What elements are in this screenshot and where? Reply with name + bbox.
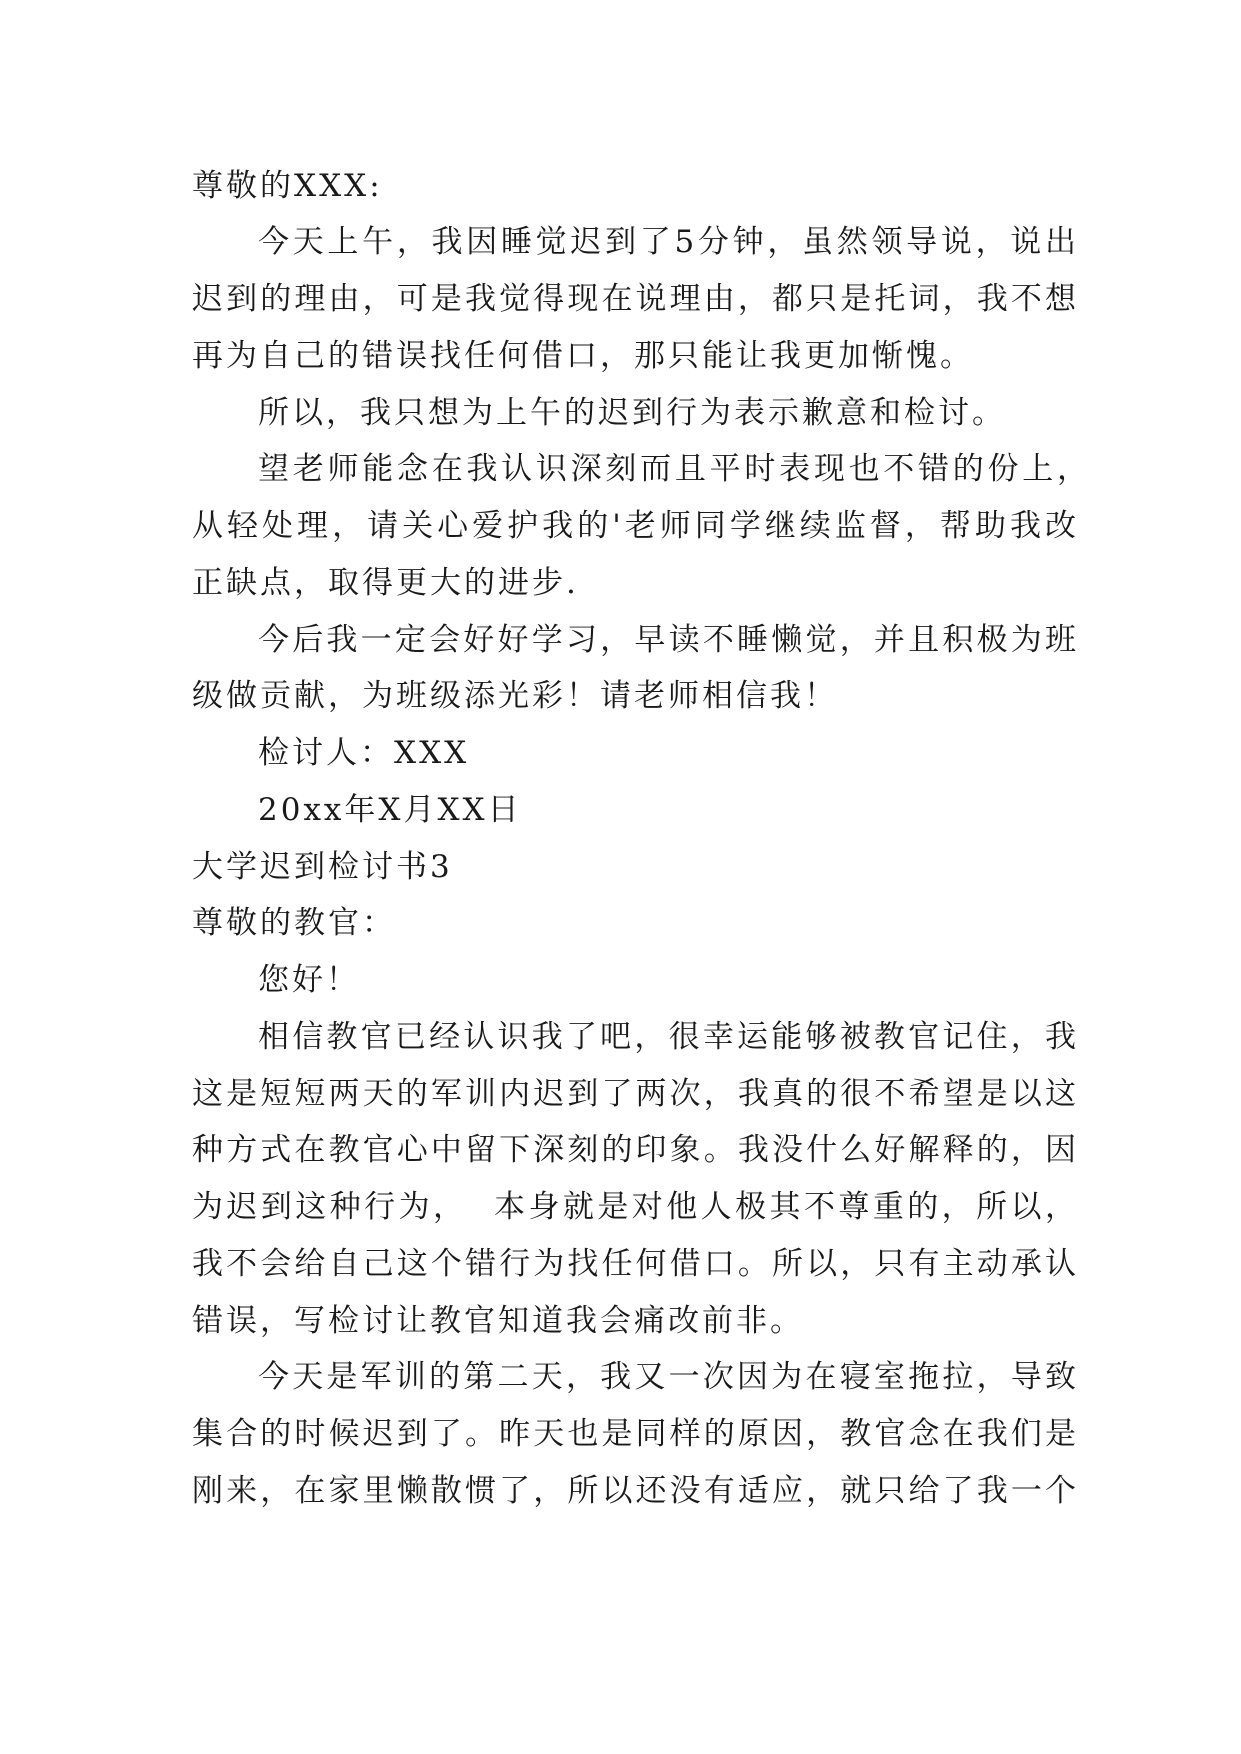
paragraph-line: 正缺点，取得更大的进步.: [192, 565, 579, 601]
paragraph-line: 从轻处理，请关心爱护我的'老师同学继续监督，帮助我改: [192, 508, 1076, 544]
salutation-line: 尊敬的XXX:: [192, 168, 383, 204]
paragraph-line: 种方式在教官心中留下深刻的印象。我没什么好解释的，因: [192, 1132, 1076, 1168]
date-line: 20xx年X月XX日: [258, 792, 522, 828]
salutation-line: 尊敬的教官：: [192, 905, 396, 941]
paragraph-line: 所以，我只想为上午的迟到行为表示歉意和检讨。: [258, 395, 1006, 431]
paragraph-line: 刚来，在家里懒散惯了，所以还没有适应，就只给了我一个: [192, 1473, 1076, 1509]
paragraph-line: 为迟到这种行为， 本身就是对他人极其不尊重的，所以，: [192, 1189, 1076, 1225]
paragraph-line: 集合的时候迟到了。昨天也是同样的原因，教官念在我们是: [192, 1416, 1076, 1452]
paragraph-line: 错误，写检讨让教官知道我会痛改前非。: [192, 1303, 804, 1339]
greeting-line: 您好！: [258, 962, 360, 998]
paragraph-line: 我不会给自己这个错行为找任何借口。所以，只有主动承认: [192, 1246, 1076, 1282]
section-title: 大学迟到检讨书3: [192, 849, 453, 885]
paragraph-line: 级做贡献，为班级添光彩！请老师相信我！: [192, 678, 838, 714]
paragraph-line: 望老师能念在我认识深刻而且平时表现也不错的份上，: [258, 451, 1088, 487]
paragraph-line: 迟到的理由，可是我觉得现在说理由，都只是托词，我不想: [192, 281, 1076, 317]
signature-line: 检讨人：XXX: [258, 735, 470, 771]
paragraph-line: 今天上午，我因睡觉迟到了5分钟，虽然领导说，说出: [258, 224, 1076, 260]
paragraph-line: 这是短短两天的军训内迟到了两次，我真的很不希望是以这: [192, 1076, 1076, 1112]
paragraph-line: 再为自己的错误找任何借口，那只能让我更加惭愧。: [192, 338, 974, 374]
paragraph-line: 相信教官已经认识我了吧，很幸运能够被教官记住，我: [258, 1019, 1076, 1055]
paragraph-line: 今后我一定会好好学习，早读不睡懒觉，并且积极为班: [258, 622, 1076, 658]
paragraph-line: 今天是军训的第二天，我又一次因为在寝室拖拉，导致: [258, 1359, 1076, 1395]
